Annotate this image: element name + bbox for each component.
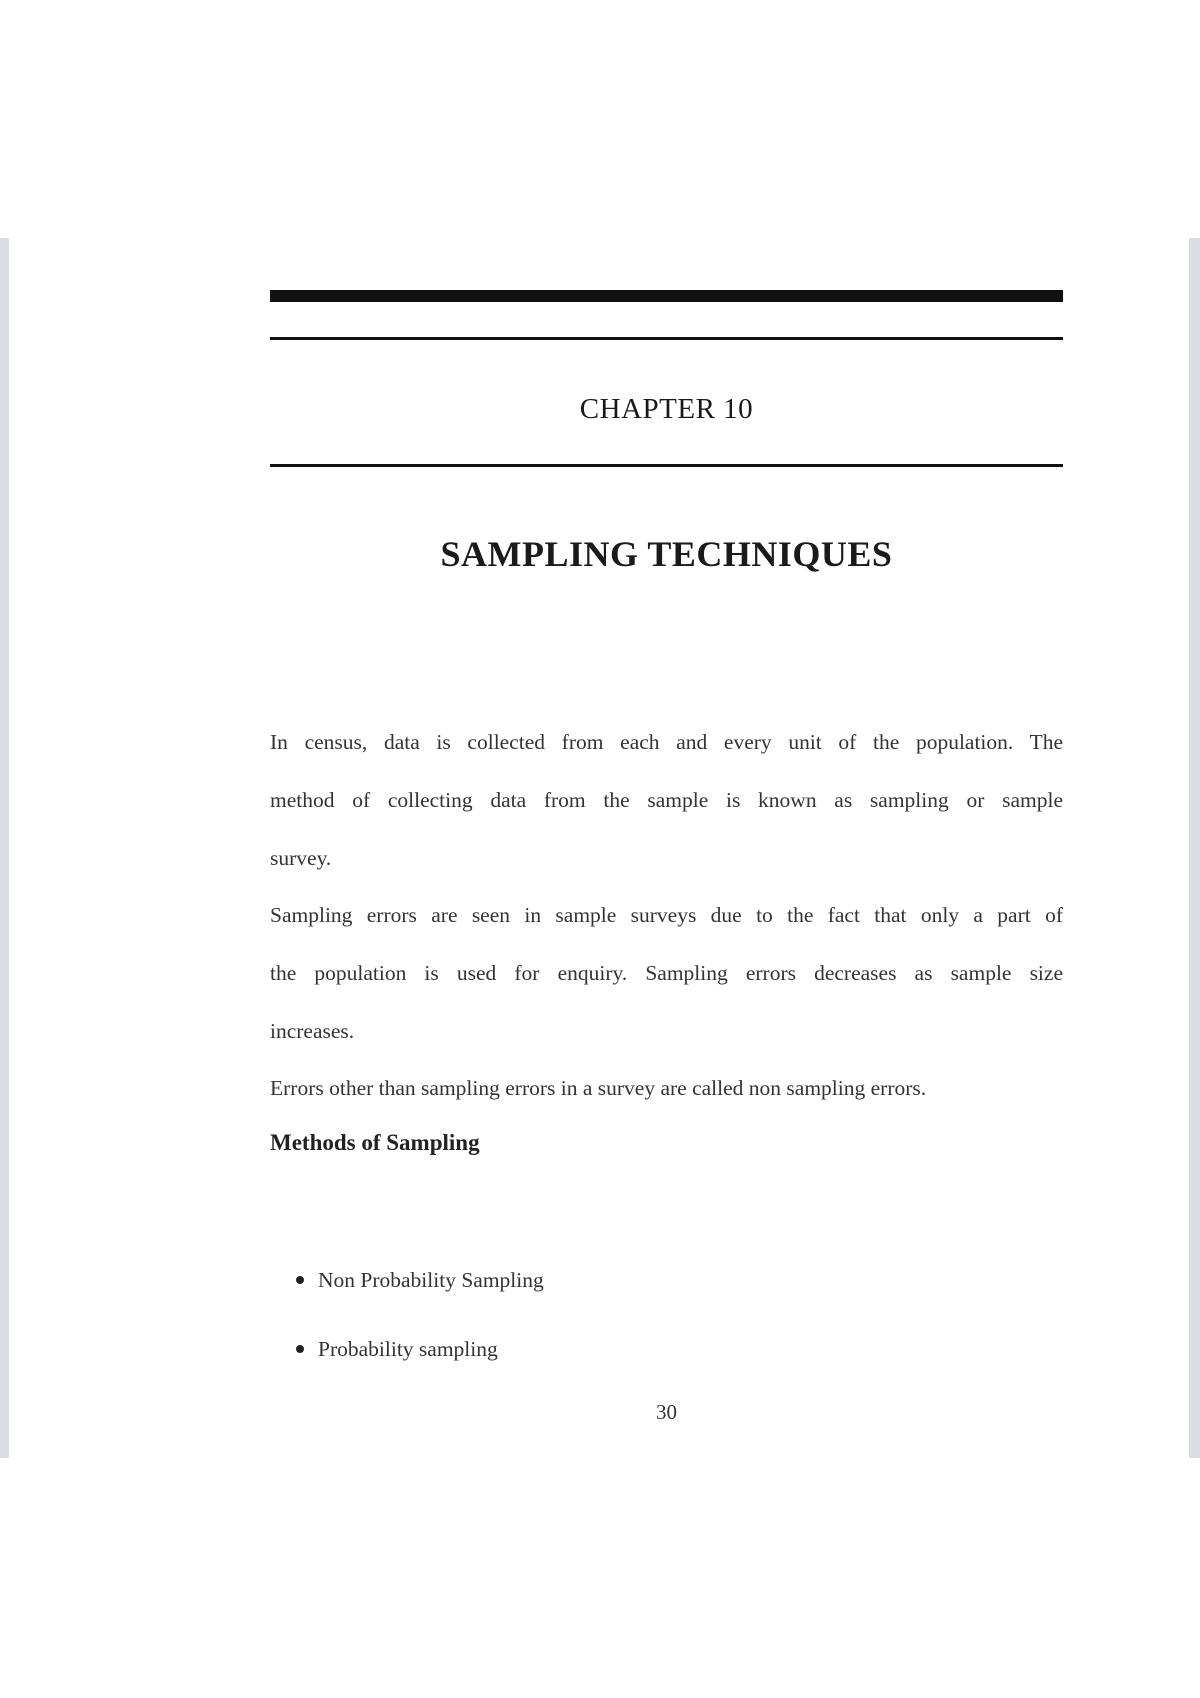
bullet-icon bbox=[296, 1345, 304, 1353]
chapter-divider-rule bbox=[270, 464, 1063, 467]
header-thin-rule bbox=[270, 337, 1063, 340]
body-text-line: method of collecting data from the sample is known as sampling or sample bbox=[270, 788, 1063, 812]
chapter-label: CHAPTER 10 bbox=[579, 393, 754, 425]
list-item bbox=[296, 1268, 544, 1293]
body-text-line: increases. bbox=[270, 1019, 355, 1043]
chapter-title: SAMPLING TECHNIQUES bbox=[440, 534, 893, 574]
section-heading: Methods of Sampling bbox=[270, 1130, 480, 1155]
body-text-line: the population is used for enquiry. Sampling errors decreases as sample size bbox=[270, 961, 1063, 985]
body-text-line: Sampling errors are seen in sample surveys due to the fact that only a part of bbox=[270, 903, 1063, 927]
body-text-line: Errors other than sampling errors in a survey are called non sampling errors. bbox=[270, 1076, 927, 1100]
bullet-icon bbox=[296, 1276, 304, 1284]
page-number: 30 bbox=[656, 1400, 677, 1424]
page-edge-left bbox=[0, 238, 9, 1458]
header-thick-rule bbox=[270, 290, 1063, 302]
list-item bbox=[296, 1337, 498, 1362]
body-text-line: survey. bbox=[270, 846, 332, 870]
body-text-line: In census, data is collected from each and every unit of the population. The bbox=[270, 730, 1063, 754]
list-item-label: Non Probability Sampling bbox=[318, 1268, 544, 1292]
page-edge-right bbox=[1189, 238, 1200, 1458]
list-item-label: Probability sampling bbox=[318, 1337, 498, 1361]
